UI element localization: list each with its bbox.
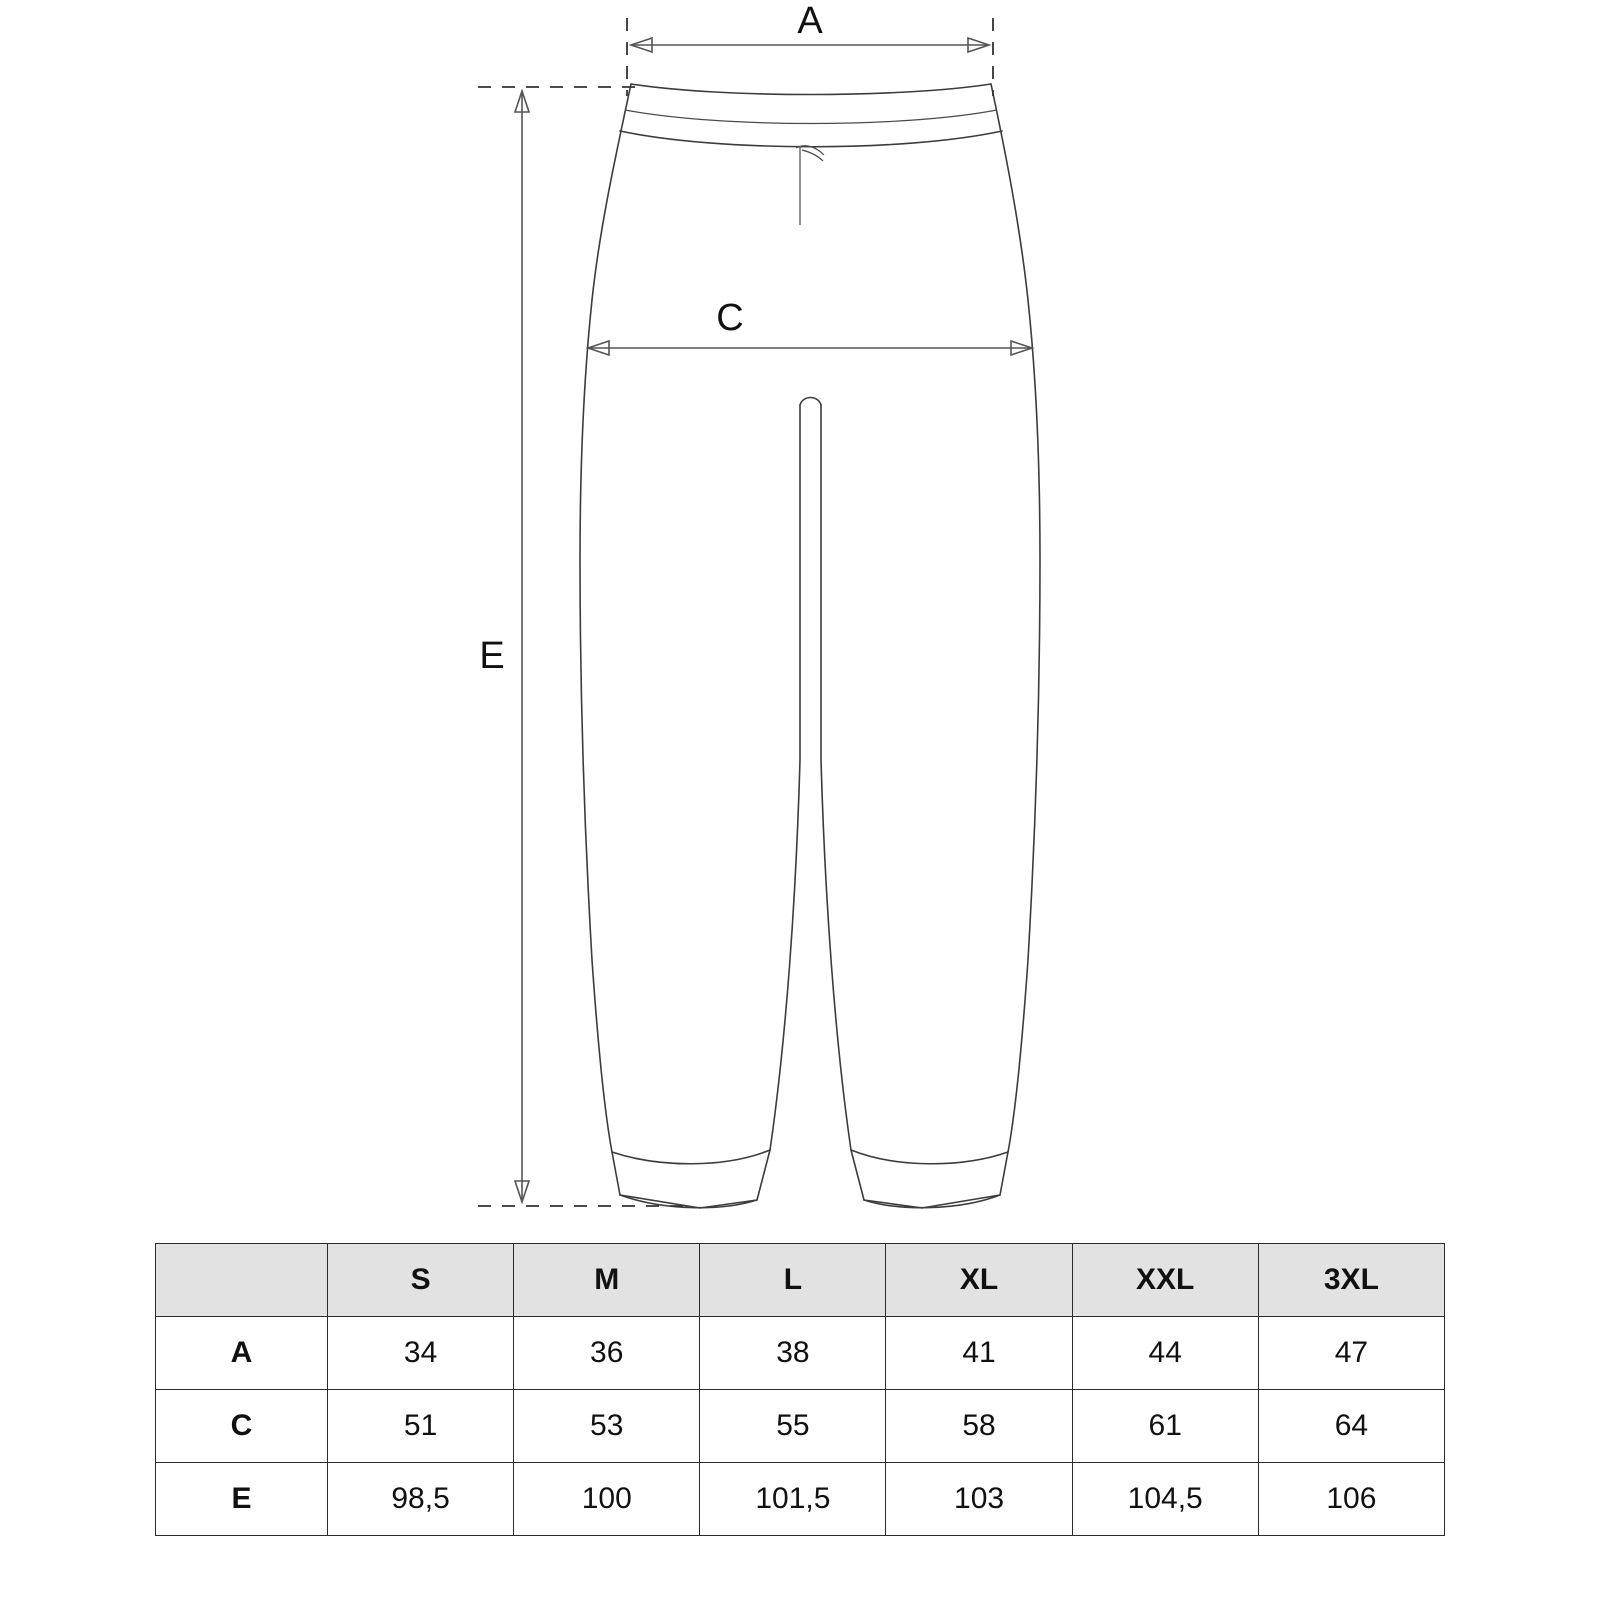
row-label-a: A [156,1317,328,1390]
table-row [156,1317,1445,1390]
cell-e-l: 101,5 [700,1463,886,1536]
table-header-s: S [328,1244,514,1317]
size-table [155,1243,1445,1536]
cell-a-xxl: 44 [1072,1317,1258,1390]
cell-c-l: 55 [700,1390,886,1463]
cell-c-s: 51 [328,1390,514,1463]
cell-a-3xl: 47 [1258,1317,1444,1390]
dimension-e [478,87,686,1206]
cell-a-xl: 41 [886,1317,1072,1390]
cell-a-s: 34 [328,1317,514,1390]
table-header-3xl: 3XL [1258,1244,1444,1317]
table-row [156,1390,1445,1463]
cell-e-s: 98,5 [328,1463,514,1536]
dimension-a-label: A [797,0,823,42]
cell-e-xxl: 104,5 [1072,1463,1258,1536]
pants-outline [580,84,1040,1208]
table-corner-cell [156,1244,328,1317]
cell-c-m: 53 [514,1390,700,1463]
cell-e-3xl: 106 [1258,1463,1444,1536]
cell-c-3xl: 64 [1258,1390,1444,1463]
cell-c-xl: 58 [886,1390,1072,1463]
table-row [156,1463,1445,1536]
cell-a-l: 38 [700,1317,886,1390]
table-header-l: L [700,1244,886,1317]
dimension-c-label: C [716,297,744,339]
row-label-c: C [156,1390,328,1463]
cell-e-m: 100 [514,1463,700,1536]
table-header-xxl: XXL [1072,1244,1258,1317]
table-header-m: M [514,1244,700,1317]
table-header-row [156,1244,1445,1317]
row-label-e: E [156,1463,328,1536]
dimension-a [627,0,993,96]
cell-a-m: 36 [514,1317,700,1390]
cell-e-xl: 103 [886,1463,1072,1536]
table-header-xl: XL [886,1244,1072,1317]
dimension-c [588,297,1032,355]
dimension-e-label: E [479,635,505,677]
cell-c-xxl: 61 [1072,1390,1258,1463]
